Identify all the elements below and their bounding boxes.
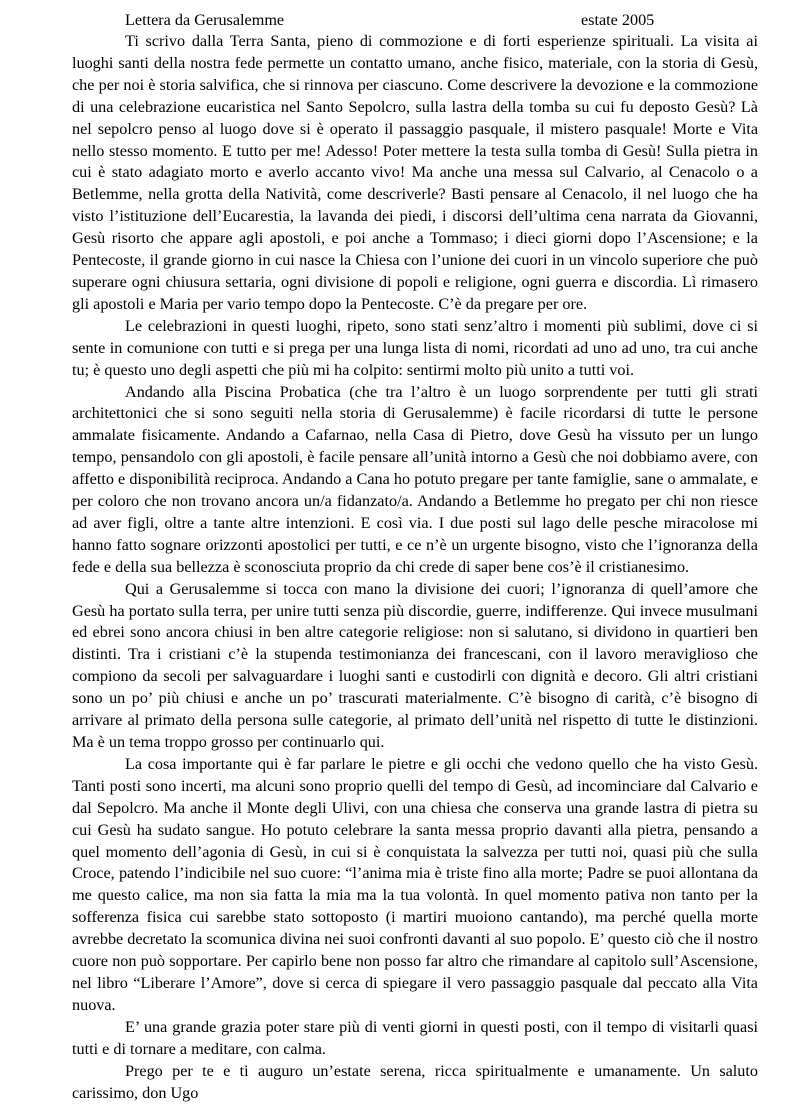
letter-header [72, 9, 758, 31]
paragraph: Andando alla Piscina Probatica (che tra l’altro è un luogo sorprendente per tutti gli strati architettonici che si sono seguiti nella storia di Gerusalemme) è facile ricordarsi di tutte le persone ammalate fisicamente. Andando a Cafarnao, nella Casa di Pietro, dove Gesù ha vissuto per un lungo tempo, pensandolo con gli apostoli, è facile pensare all’unità intorno a Gesù che noi dobbiamo avere, con affetto e disponibilità reciproca. Andando a Cana ho potuto pregare per tante famiglie, sane o ammalate, e per coloro che non trovano ancora un/a fidanzato/a. Andando a Betlemme ho pregato per chi non riesce ad aver figli, oltre a tante altre intenzioni. E così via. I due posti sul lago delle pesche miracolose mi hanno fatto sognare orizzonti apostolici per tutti, e ce n’è un urgente bisogno, visto che l’ignoranza della fede e della sua bellezza è sconosciuta proprio da chi crede di saper bene cos’è il cristianesimo. [72, 382, 758, 576]
paragraph: Prego per te e ti auguro un’estate serena, ricca spiritualmente e umanamente. Un saluto carissimo, don Ugo [72, 1061, 758, 1102]
paragraph: La cosa importante qui è far parlare le pietre e gli occhi che vedono quello che ha visto Gesù. Tanti posti sono incerti, ma alcuni sono proprio quelli del tempo di Gesù, ad incominciare dal Calvario e dal Sepolcro. Ma anche il Monte degli Ulivi, con una chiesa che conserva una grande lastra di pietra su cui Gesù ha sudato sangue. Ho potuto celebrare la santa messa proprio davanti alla pietra, pensando a quel momento dell’agonia di Gesù, in cui si è conquistata la salvezza per tutti noi, quasi più che sulla Croce, patendo l’indicibile nel suo cuore: “l’anima mia è triste fino alla morte; Padre se puoi allontana da me questo calice, ma non sia fatta la mia ma la tua volontà. In quel momento pativa non tanto per la sofferenza fisica cui sarebbe stato sottoposto (i martiri muoiono cantando), ma perché quella morte avrebbe decretato la scomunica divina nei suoi confronti davanti al suo popolo. E’ questo ciò che il nostro cuore non può sopportare. Per capirlo bene non posso far altro che rimandare al capitolo sull’Ascensione, nel libro “Liberare l’Amore”, dove si cerca di spiegare il vero passaggio pasquale dal peccato alla Vita nuova. [72, 754, 758, 1014]
paragraph: E’ una grande grazia poter stare più di venti giorni in questi posti, con il tempo di visitarli quasi tutti e di tornare a meditare, con calma. [72, 1017, 758, 1058]
letter-body [72, 31, 758, 1104]
paragraph: Le celebrazioni in questi luoghi, ripeto, sono stati senz’altro i momenti più sublimi, dove ci si sente in comunione con tutti e si prega per una lunga lista di nomi, ricordati ad uno ad uno, tra cui anche tu; è questo uno degli aspetti che più mi ha colpito: sentirmi molto più unito a tutti voi. [72, 316, 758, 379]
letter-date: estate 2005 [581, 11, 655, 29]
paragraph: Qui a Gerusalemme si tocca con mano la divisione dei cuori; l’ignoranza di quell’amore che Gesù ha portato sulla terra, per unire tutti senza più discordie, guerre, indifferenze. Qui invece musulmani ed ebrei sono ancora chiusi in ben altre categorie religiose: non si salutano, si dividono in quartieri ben distinti. Tra i cristiani c’è la stupenda testimonianza dei francescani, con il lavoro meraviglioso che compiono da secoli per salvaguardare i luoghi santi e custodirli con dignità e decoro. Gli altri cristiani sono un po’ più chiusi e anche un po’ trascurati materialmente. C’è bisogno di carità, c’è bisogno di arrivare al primato della persona sulle categorie, al primato dell’unità nel rispetto di tutte le distinzioni. Ma è un tema troppo grosso per continuarlo qui. [72, 579, 758, 751]
paragraph: Ti scrivo dalla Terra Santa, pieno di commozione e di forti esperienze spirituali. La visita ai luoghi santi della nostra fede permette un contatto umano, anche fisico, materiale, con la storia di Gesù, che per noi è storia salvifica, che si rinnova per ciascuno. Come descrivere la devozione e la commozione di una celebrazione eucaristica nel Santo Sepolcro, sulla lastra della tomba su cui fu deposto Gesù? Là nel sepolcro penso al luogo dove si è operato il passaggio pasquale, il mistero pasquale! Morte e Vita nello stesso momento. E tutto per me! Adesso! Poter mettere la testa sulla tomba di Gesù! Sulla pietra in cui è stato adagiato morto e averlo accanto vivo! Ma anche una messa sul Calvario, al Cenacolo o a Betlemme, nella grotta della Natività, come descriverle? Basti pensare al Cenacolo, il nel luogo che ha visto l’istituzione dell’Eucarestia, la lavanda dei piedi, i discorsi dell’ultima cena narrata da Giovanni, Gesù risorto che appare agli apostoli, e poi anche a Tommaso; i dieci giorni dopo l’Ascensione; e la Pentecoste, il grande giorno in cui nasce la Chiesa con l’unione dei cuori in un vincolo superiore che può superare ogni chiusura settaria, ogni divisione di popoli e religione, ogni guerra e discordia. Lì rimasero gli apostoli e Maria per vario tempo dopo la Pentecoste. C’è da pregare per ore. [72, 32, 758, 313]
letter-title: Lettera da Gerusalemme [125, 11, 285, 29]
